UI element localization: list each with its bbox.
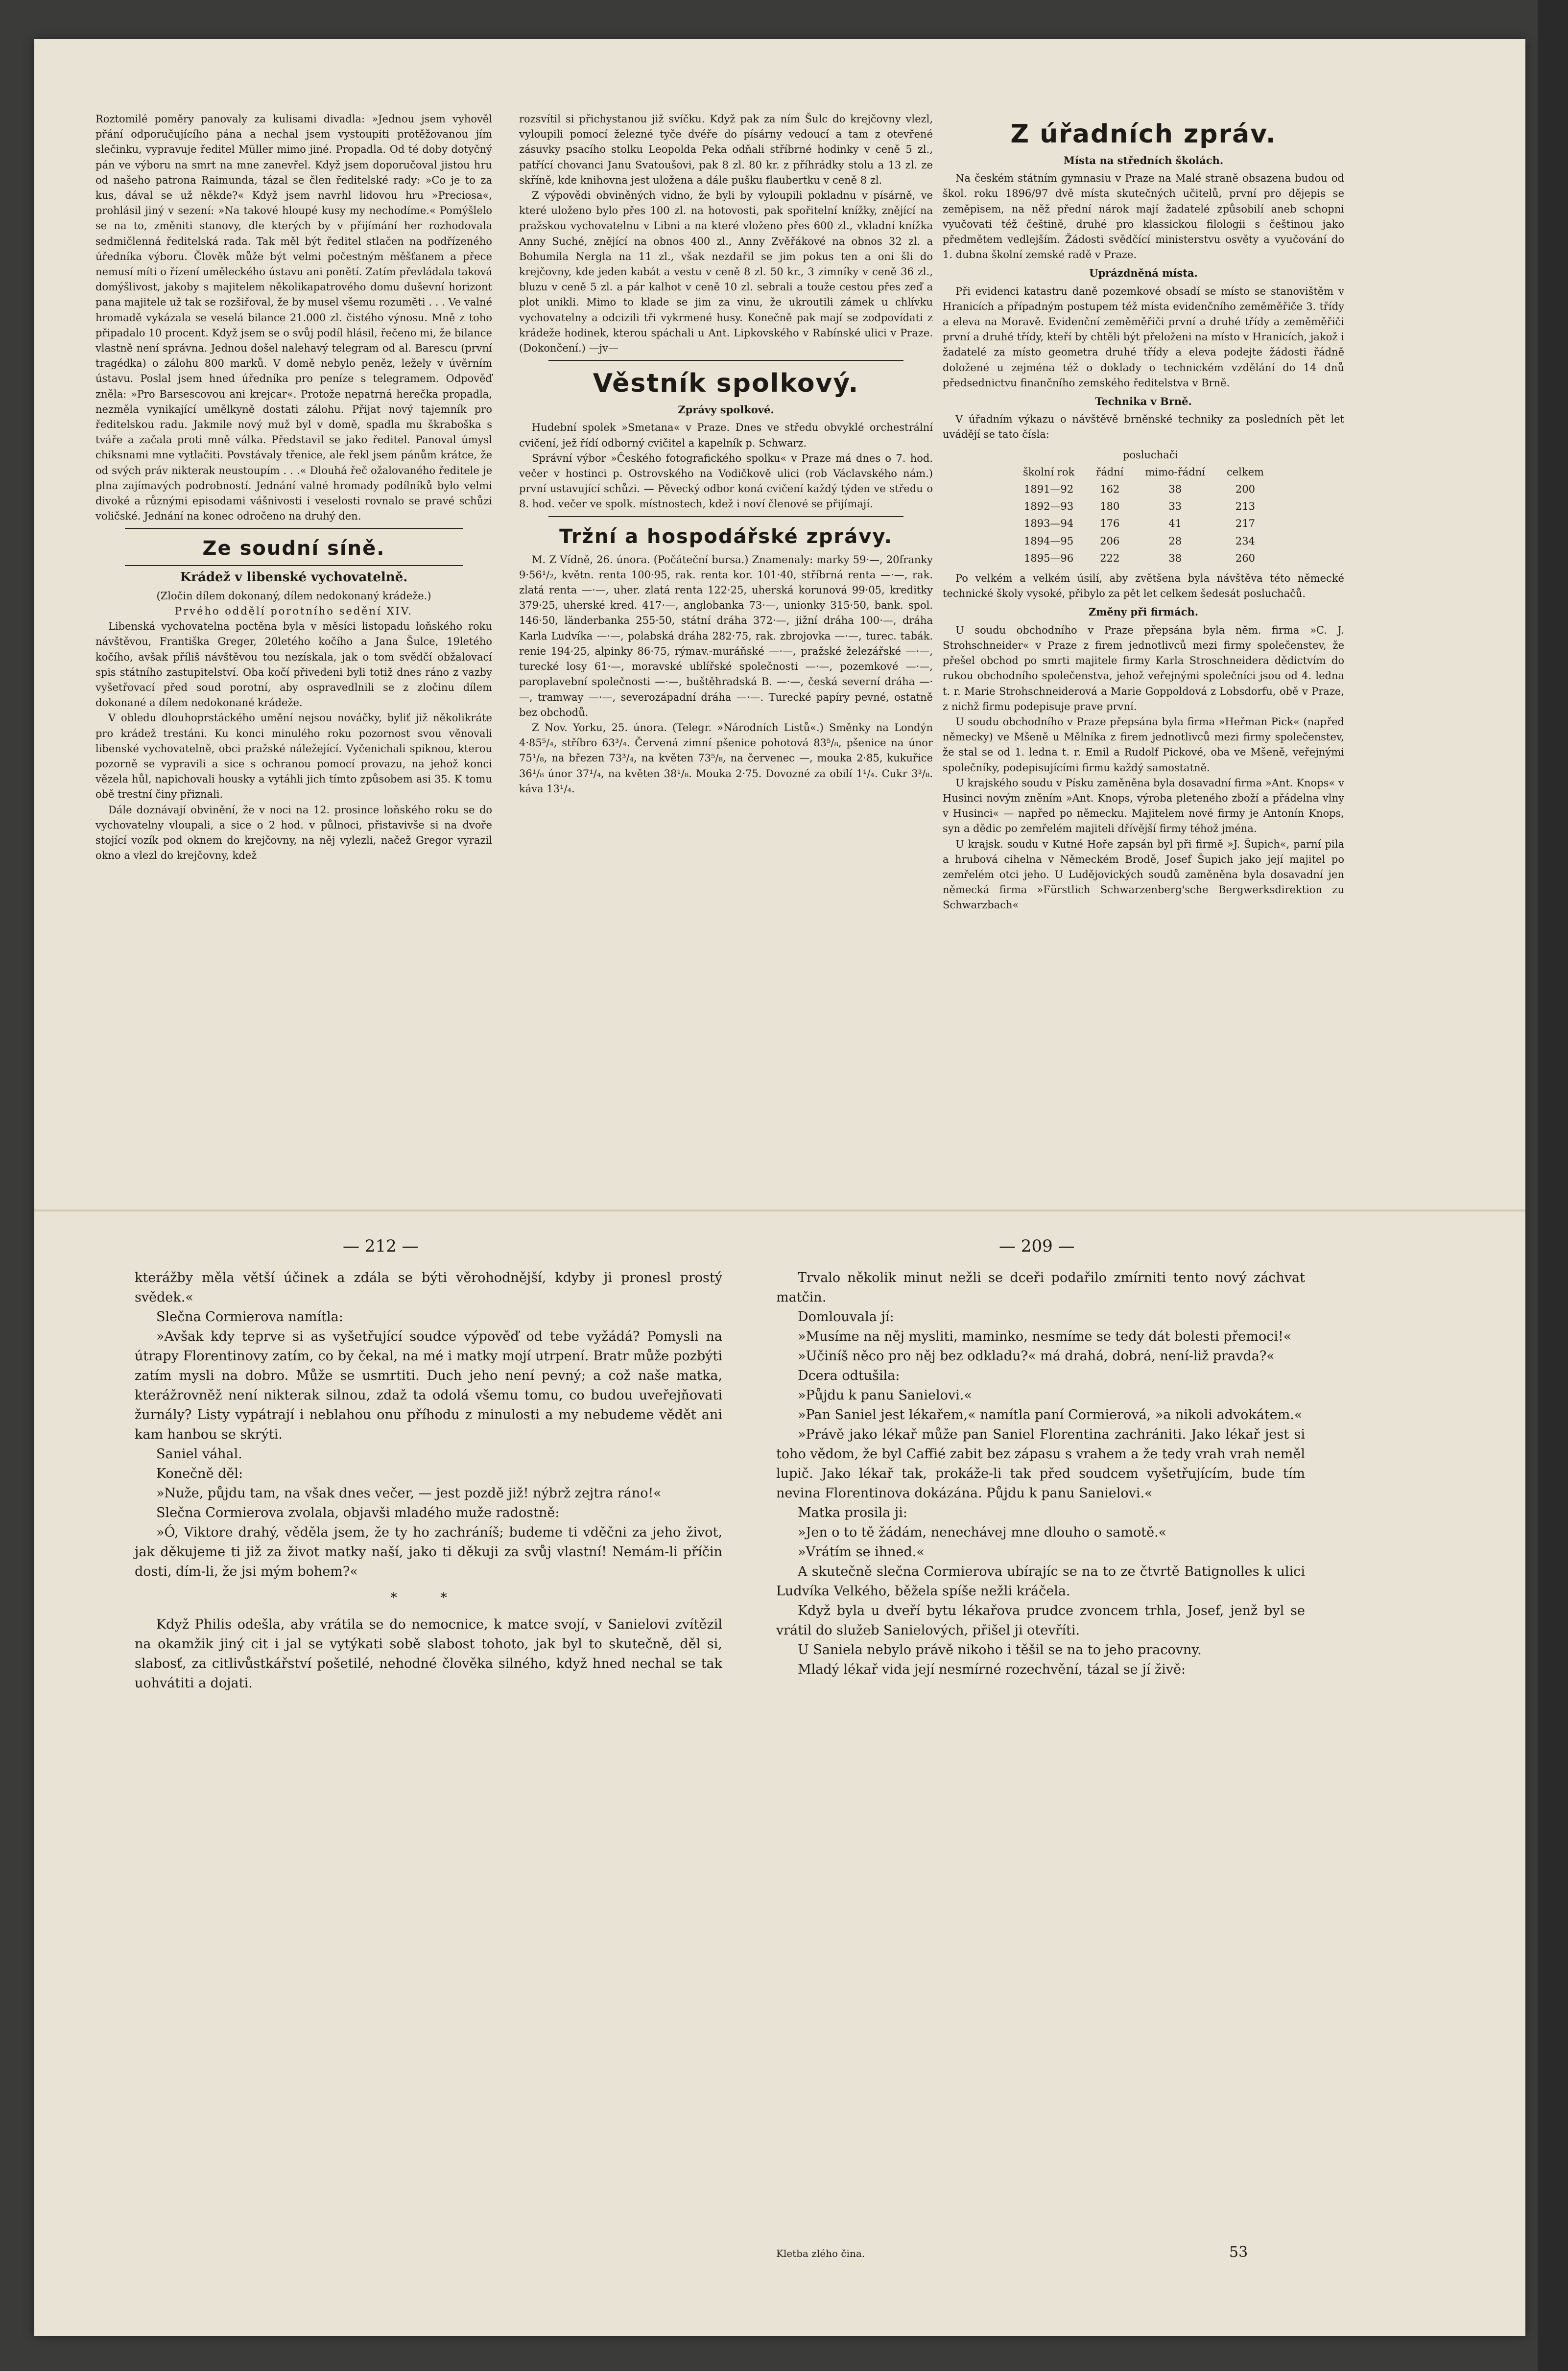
notice-paragraph: U soudu obchodního v Praze přepsána byla firma »Heřman Pick« (napřed německy) ve Mšeně u Mělníka z firem jednotlivců mezi firmy společenstev, že stal se od 1. ledna t. r. Emil a Rudolf Pickové, oba ve Mšeně, veřejnými společníky, podepisujícími firmu každý samostatně. xyxy=(943,715,1344,774)
article-title: Krádež v libenské vychovatelně. xyxy=(180,570,408,585)
attendance-table xyxy=(1012,447,1275,567)
article-paragraph: Libenská vychovatelna poctěna byla v měsíci listopadu loňského roku návštěvou, Františka Greger, 20letého kočího a Jana Šulce, 19letého kočího, avšak příliš návštěvou tou nezískala, jak o tom svědčí obžalovací spis státního zastupitelství. Oba kočí přivedeni byli totiž dnes ráno z vazby vyšetřovací před soud porotní, aby ospravedlnili se z zločinu dílem dokonané a dílem nedokonané krádeže. xyxy=(95,620,492,709)
notice-paragraph: V úřadním výkazu o návštěvě brněnské techniky za posledních pět let uvádějí se tato čísla: xyxy=(943,413,1344,441)
table-cell: 162 xyxy=(1100,483,1120,496)
table-cell: 234 xyxy=(1235,535,1256,547)
table-cell: 200 xyxy=(1235,483,1256,496)
page-fold xyxy=(34,1209,1525,1211)
novel-paragraph: A skutečně slečna Cormierova ubírajíc se na to ze čtvrtě Batignolles k ulici Ludvíka Velkého, běžela spíše nežli kráčela. xyxy=(776,1564,1305,1599)
middle-column xyxy=(519,112,933,797)
novel-paragraph: Saniel váhal. xyxy=(156,1446,242,1462)
table-cell: 180 xyxy=(1100,500,1120,513)
footer-signature: Kletba zlého čina. xyxy=(776,2248,865,2259)
novel-paragraph: »Vrátím se ihned.« xyxy=(798,1544,925,1560)
table-row xyxy=(1012,550,1275,567)
divider xyxy=(548,516,903,517)
notice-paragraph: Po velkém a velkém úsilí, aby zvětšena byla návštěva této německé technické školy vysoké, přibylo za pět let celkem šedesát posluchačů. xyxy=(943,572,1344,600)
table-cell: 217 xyxy=(1235,518,1256,530)
novel-paragraph: Trvalo několik minut nežli se dceři podařilo zmírniti tento nový záchvat matčin. xyxy=(776,1270,1305,1305)
divider xyxy=(125,528,463,529)
footer-page-number: 53 xyxy=(1229,2244,1248,2261)
novel-paragraph: Slečna Cormierova zvolala, objavši mladého muže radostně: xyxy=(156,1505,560,1520)
subsection-title: Místa na středních školách. xyxy=(1063,154,1224,166)
table-row xyxy=(1012,498,1275,515)
novel-paragraph: »Musíme na něj mysliti, maminko, nesmíme se tedy dát bolesti přemoci!« xyxy=(798,1329,1292,1344)
novel-paragraph: »Právě jako lékař může pan Saniel Florentina zachrániti. Jako lékař jest si toho vědom, že byl Caffié zabit bez zápasu s vrahem a že tedy vrah vrah neměl lupič. Jako lékař tak, prokáže-li tak před soudcem vyšetřujícím, bude tím nevina Florentinova dokázána. Půjdu k panu Sanielovi.« xyxy=(776,1427,1305,1501)
notice-paragraph: U soudu obchodního v Praze přepsána byla něm. firma »C. J. Strohschneider« v Praze z firem jednotlivců mezi firmy společenstev, že přešel obchod po smrti majitele firmy Karla Stroschneidera dědictvím do rukou obchodního společenstva, jehož veřejnými společníci jsou od 4. ledna t. r. Marie Strohschneiderová a Marie Goppoldová z Lobsdorfu, obě v Praze, z nichž firmu podepisuje prave první. xyxy=(943,624,1344,712)
scan-edge xyxy=(1538,0,1568,2371)
novel-paragraph: »Půjdu k panu Sanielovi.« xyxy=(798,1388,972,1403)
article-paragraph: Z výpovědi obviněných vidno, že byli by vyloupili pokladnu v písárně, ve které uloženo bylo přes 100 zl. na hotovosti, pak spořitelní knížky, znějící na pražskou vychovatelnu v Libni a na které vloženo přes 600 zl., vkladní knížka Anny Suché, znějící na obnos 400 zl., Anny Zvěřákové na obnos 32 zl. a Bohumila Nergla na 11 zl., však nezdařil se jim pokus ten a oni šli do krejčovny, kde jeden kabát a vestu v ceně 8 zl. 50 kr., 3 zimníky v ceně 36 zl., bluzu v ceně 5 zl. a pár kalhot v ceně 10 zl. sebrali a touže cestou přes zeď a plot unikli. Mimo to klade se jim za vinu, že ukroutili zámek u chlívku vychovatelny a odcizili tři vykrmené husy. Konečně pak mají se zodpovídati z krádeže hodinek, kterou spáchali u Ant. Lipkovského v Rabínské ulici v Praze. (Dokončení.) —jv— xyxy=(519,190,933,355)
notice-paragraph: Na českém státním gymnasiu v Praze na Malé straně obsazena budou od škol. roku 1896/97 dvě místa skutečných učitelů, první pro dějepis se zeměpisem, na něž přední nárok mají žadatelé způsobilí aneb schopni vyučovati též češtině, druhé pro klassickou filologii s češtinou jako předmětem vedlejším. Žádosti svědčící ministerstvu osvěty a vyučování do 1. dubna školní zemské radě v Praze. xyxy=(943,172,1344,261)
table-header: posluchači xyxy=(1122,449,1179,461)
notice-paragraph: U krajského soudu v Písku zaměněna byla dosavadní firma »Ant. Knops« v Husinci novým zněním »Ant. Knops, výroba pleteného zboží a přádelna vlny v Husinci« — napřed po německu. Majitelem nové firmy je Antonín Knops, syn a dědic po zemřelém majiteli dřívější firmy téhož jména. xyxy=(943,777,1344,835)
table-row xyxy=(1012,515,1275,532)
article-paragraph: rozsvítil si přichystanou již svíčku. Když pak za ním Šulc do krejčovny vlezl, vyloupili pomocí železné tyče dvéře do písárny vedoucí a tam z otevřené zásuvky psacího stolku Leopolda Peka odňali stříbrné hodinky v ceně 5 zl., patřící chovanci Janu Svatoušovi, pak 8 zl. 80 kr. z příhrádky stolu a 13 zl. ze skříně, kde knihovna jest uložena a dále pušku flaubertku v ceně 8 zl. xyxy=(519,113,933,186)
table-row xyxy=(1012,533,1275,550)
court-name: Prvého oddělí porotního sedění XIV. xyxy=(174,605,413,617)
section-title-official: Z úřadních zpráv. xyxy=(1010,119,1277,149)
novel-paragraph: »Pan Saniel jest lékařem,« namítla paní Cormierová, »a nikoli advokátem.« xyxy=(798,1407,1303,1423)
novel-paragraph: »Nuže, půjdu tam, na však dnes večer, — jest pozdě již! nýbrž zejtra ráno!« xyxy=(156,1486,662,1501)
section-break: * * xyxy=(390,1590,467,1606)
left-column xyxy=(95,112,492,863)
table-header: školní rok xyxy=(1023,466,1075,478)
table-header: řádní xyxy=(1096,466,1124,478)
novel-paragraph: »Ó, Viktore drahý, věděla jsem, že ty ho zachráníš; budeme ti vděčni za jeho život, jak děkujeme ti již za život matky naší, jako ti děkuji za svůj vlastní! Nemám-li příčin dosti, dím-li, že jsi mým bohem?« xyxy=(135,1525,722,1579)
notice-paragraph: Při evidenci katastru daně pozemkové obsadí se místo se stanovištěm v Hranicích a případným postupem též místa evidenčního zeměměřiče 3. třídy a eleva na Moravě. Evidenční zeměměřiči první a druhé třídy a zeměměřiči první a druhé třídy, kteří by chtěli být přeloženi na místo v Hranicích, jakož i žadatelé za místo geometra druhé třídy a eleva podejte žádosti řádně doložené u zejména též o doklady o technickém vzdělání do 14 dnů předsednictvu finančního zemského ředitelstva v Brně. xyxy=(943,285,1344,389)
novel-paragraph: Dcera odtušila: xyxy=(798,1368,900,1383)
society-item: Hudební spolek »Smetana« v Praze. Dnes ve středu obvyklé orchestrální cvičení, jež řídí odborný cvičitel a kapelník p. Schwarz. xyxy=(519,422,933,449)
subsection-title: Změny při firmách. xyxy=(1088,606,1199,618)
theatre-article: Roztomilé poměry panovaly za kulisami divadla: »Jednou jsem vyhověl přání odporučujícího pána a nechal jsem vystoupiti protěžovanou jím slečinku, vypravuje ředitel Müller mimo jiné. Propadla. Od té doby dotyčný pán ve výboru na smrt na mne zanevřel. Když jsem doporučoval jistou hru od našeho patrona Raimunda, tázal se člen ředitelské rady: »Co je to za kus, dával se už někde?« Když jsem navrhl lidovou hru »Preciosa«, prohlásil jiný v sezení: »Na takové hloupé kusy my nechodíme.« Pomýšlelo se na to, změniti stanovy, dle kterých by v přijímání her rozhodovala sedmičlenná ředitelská rada. Tak měl být ředitel stlačen na podřízeného úředníka výboru. Člověk může být velmi počestným měšťanem a přece nemusí míti o řízení uměleckého ústavu ani ponětí. Zatím převládala taková domýšlivost, jakoby s majitelem několikapatrového domu duševní horizont pana majitele už tak se rozšiřoval, že by musel všemu rozuměti . . . Ve valné hromadě vykázala se veselá bilance 21.000 zl. čistého výnosu. Mně z toho připadalo 10 procent. Když jsem se o svůj podíl hlásil, řečeno mi, že bilance vlastně není správna. Jednou došel nalehavý telegram od al. Barescu (první tragédka) o zálohu 800 marků. V domě nebylo peněz, ležely v úvěrním ústavu. Poslal jsem hned úředníka pro peníze s telegramem. Odpověď zněla: »Pro Barsescovou ani krejcar«. Protože nepatrná herečka propadla, nezměla vynikající umělkyně dostati zálohu. Přijat nový tajemník pro ředitelskou radu. Jakmile nový muž byl v domě, spadla mu škraboška s tváře a začala proti mně válka. Představil se jako ředitel. Panoval úmysl chiksnami mne vytlačiti. Povstávaly třenice, ale řekl jsem pánům krátce, že od svých práv nikterak neustoupím . . .« Dlouhá řeč ožalovaného ředitele je plna zajímavých podrobností. Jednání valné hromady podílníků bylo velmi divoké a různými episodami vášnivosti i veselosti rovnalo se pravé schůzi voličské. Jednání na konec odročeno na druhý den. xyxy=(95,113,492,522)
table-cell: 176 xyxy=(1100,518,1120,530)
table-cell: 33 xyxy=(1168,500,1182,513)
table-cell: 1894—95 xyxy=(1024,535,1074,547)
subsection-title: Uprázdněná místa. xyxy=(1089,267,1198,280)
table-header: mimo-řádní xyxy=(1145,466,1205,478)
notice-paragraph: U krajsk. soudu v Kutné Hoře zapsán byl při firmě »J. Šupich«, parní pila a hrubová cihelna v Německém Brodě, Josef Šupich jako její majitel po zemřelém otci jeho. U Ludějovických soudů zaměněna byla dosavadní jen německá firma »Fürstlich Schwarzenberg'sche Bergwerksdirektion zu Schwarzbach« xyxy=(943,838,1344,911)
table-cell: 41 xyxy=(1168,518,1182,530)
table-cell: 1893—94 xyxy=(1024,518,1074,530)
novel-paragraph: Když Philis odešla, aby vrátila se do nemocnice, k matce svojí, v Sanielovi zvítězil na okamžik jiný cit i jal se vytýkati sobě slabost tohoto, jak byl to skutečně, děl si, slabosť, za citlivůstkářství pošetilé, nehodné člověka silného, když hned nechal se tak uohvátiti a dojati. xyxy=(135,1617,722,1691)
novel-paragraph: »Učiníš něco pro něj bez odkladu?« má drahá, dobrá, není-liž pravda?« xyxy=(798,1349,1275,1364)
divider xyxy=(548,360,903,361)
table-row xyxy=(1012,481,1275,498)
article-subtitle: (Zločin dílem dokonaný, dílem nedokonaný krádeže.) xyxy=(156,590,431,602)
novel-paragraph: Když byla u dveří bytu lékařova prudce zvoncem trhla, Josef, jenž byl se vrátil do služeb Sanielových, přišel ji otevříti. xyxy=(776,1603,1305,1638)
table-cell: 1891—92 xyxy=(1024,483,1074,496)
table-cell: 206 xyxy=(1100,535,1120,547)
societies-subtitle: Zprávy spolkové. xyxy=(678,403,774,416)
right-column xyxy=(943,112,1344,913)
novel-paragraph: kterážby měla větší účinek a zdála se býti věrohodnější, kdyby ji pronesl prostý svědek.« xyxy=(135,1270,722,1305)
novel-paragraph: Konečně děl: xyxy=(156,1466,243,1481)
page-number-right: — 209 — xyxy=(999,1236,1075,1256)
table-cell: 28 xyxy=(1168,535,1182,547)
novel-paragraph: Matka prosila ji: xyxy=(798,1505,907,1520)
society-item: Správní výbor »Českého fotografického spolku« v Praze má dnes o 7. hod. večer v hostinci p. Ostrovského na Vodičkově ulici (rob Václavského nám.) první ustavující schůzi. — Pěvecký odbor koná cvičení každý týden ve středu o 8. hod. večer ve spolk. místnostech, kdež i noví členové se přijímají. xyxy=(519,452,933,510)
article-paragraph: V obledu dlouhoprstáckého umění nejsou nováčky, byliť již několikráte pro krádež trestáni. Ku konci minulého roku pozornost svou věnovali libenské vychovatelně, obci pražské náležející. Vyčenichali spiknou, kterou pozorně se vypravili a sice s ochranou pomocí provazu, na jehož konci vězela hůl, napichovali housky a vytáhli jich tímto způsobem asi 35. K tomu obě trestní činy přiznali. xyxy=(95,712,492,801)
novel-paragraph: »Jen o to tě žádám, nenechávej mne dlouho o samotě.« xyxy=(798,1525,1167,1540)
serial-novel-right xyxy=(776,1268,1305,1680)
table-cell: 38 xyxy=(1168,483,1182,496)
article-paragraph: Dále dozn​ávají obvinění, že v noci na 12. prosince loňského roku se do vychovatelny vloupali, a sice o 2 hod. v půlnoci, přistavivše si na dvoře stojící vozík pod oknem do krejčovny, na něj vylezli, načež Gregor vyrazil okno a vlezl do krejčovny, kdež xyxy=(95,804,492,862)
table-cell: 1895—96 xyxy=(1024,552,1074,564)
table-cell: 38 xyxy=(1168,552,1182,564)
novel-paragraph: »Avšak kdy teprve si as vyšetřující soudce výpověď od tebe vyžádá? Pomysli na útrapy Florentinovy zatím, co by čekal, na mé i matky mojí utrpení. Bratr může pozbýti zatím mysli na dobro. Může se usmrtiti. Duch jeho není pevný; a což naše matka, kterážrovněž není nikterak silnou, zdaž ta odolá všemu tomu, co budou uveřejňovati žurnály? Listy vypátrají i neblahou onu příhodu z minulosti a my nebudeme vědět ani kam hanbou se skrýti. xyxy=(135,1329,722,1442)
table-cell: 213 xyxy=(1235,500,1256,513)
subsection-title: Technika v Brně. xyxy=(1095,395,1192,408)
divider xyxy=(125,565,463,566)
section-title-court: Ze soudní síně. xyxy=(202,537,385,560)
table-cell: 260 xyxy=(1235,552,1256,564)
page-number-left: — 212 — xyxy=(343,1236,419,1256)
novel-paragraph: U Saniela nebylo právě nikoho i těšil se na to jeho pracovny. xyxy=(798,1642,1202,1658)
serial-novel-left xyxy=(135,1268,722,1693)
market-report: Z Nov. Yorku, 25. února. (Telegr. »Národních Listů«.) Směnky na Londýn 4·85⁵/₄, stříbro 63³/₄. Červená zimní pšenice pohotová 83⁵/₈, pšenice na únor 75¹/₈, na březen 73³/₄, na květen 73⁵/₈, na červenec —, mouka 2·85, kukuřice 36¹/₈ únor 37¹/₄, na květen 38¹/₈. Mouka 2·75. Dovozné za obilí 1¹/₄. Cukr 3³/₈. káva 13¹/₄. xyxy=(519,721,933,795)
novel-paragraph: Slečna Cormierova namítla: xyxy=(156,1309,343,1325)
novel-paragraph: Domlouvala jí: xyxy=(798,1309,894,1325)
table-header: celkem xyxy=(1226,466,1264,478)
market-report: M. Z Vídně, 26. února. (Počáteční bursa.) Znamenaly: marky 59·—, 20franky 9·56¹/₂, květn. renta 100·95, rak. renta kor. 101·40, stříbrná renta —·—, rak. zlatá renta —·—, uher. zlatá renta 122·25, uherská korunová 99·05, kreditky 379·25, uherské kred. 417·—, anglobanka 73·—, unionky 315·50, bank. spol. 146·50, länderbanka 255·50, státní dráha 372·—, jižní dráha 100·—, dráha Karla Ludvíka —·—, polabská dráha 282·75, rak. zbrojovka —·—, turec. tabák. renie 194·25, alpinky 86·75, rýmav.-muráňské —·—, pražské železářské —·—, turecké losy 61·—, moravské ublířské společnosti —·—, pozemkové —·—, paroplavební společnosti —·—, buštěhradská B. —·—, česká severní dráha —·—, tramway —·—, severozápadní dráha —·—. Turecké papíry pevné, ostatně bez obchodů. xyxy=(519,553,933,718)
section-title-societies: Věstník spolkový. xyxy=(593,369,859,399)
table-cell: 1892—93 xyxy=(1024,500,1074,513)
table-cell: 222 xyxy=(1100,552,1120,564)
section-title-market: Tržní a hospodářské zprávy. xyxy=(559,525,893,548)
novel-paragraph: Mladý lékař vida její nesmírné rozechvění, tázal se jí živě: xyxy=(798,1662,1186,1677)
